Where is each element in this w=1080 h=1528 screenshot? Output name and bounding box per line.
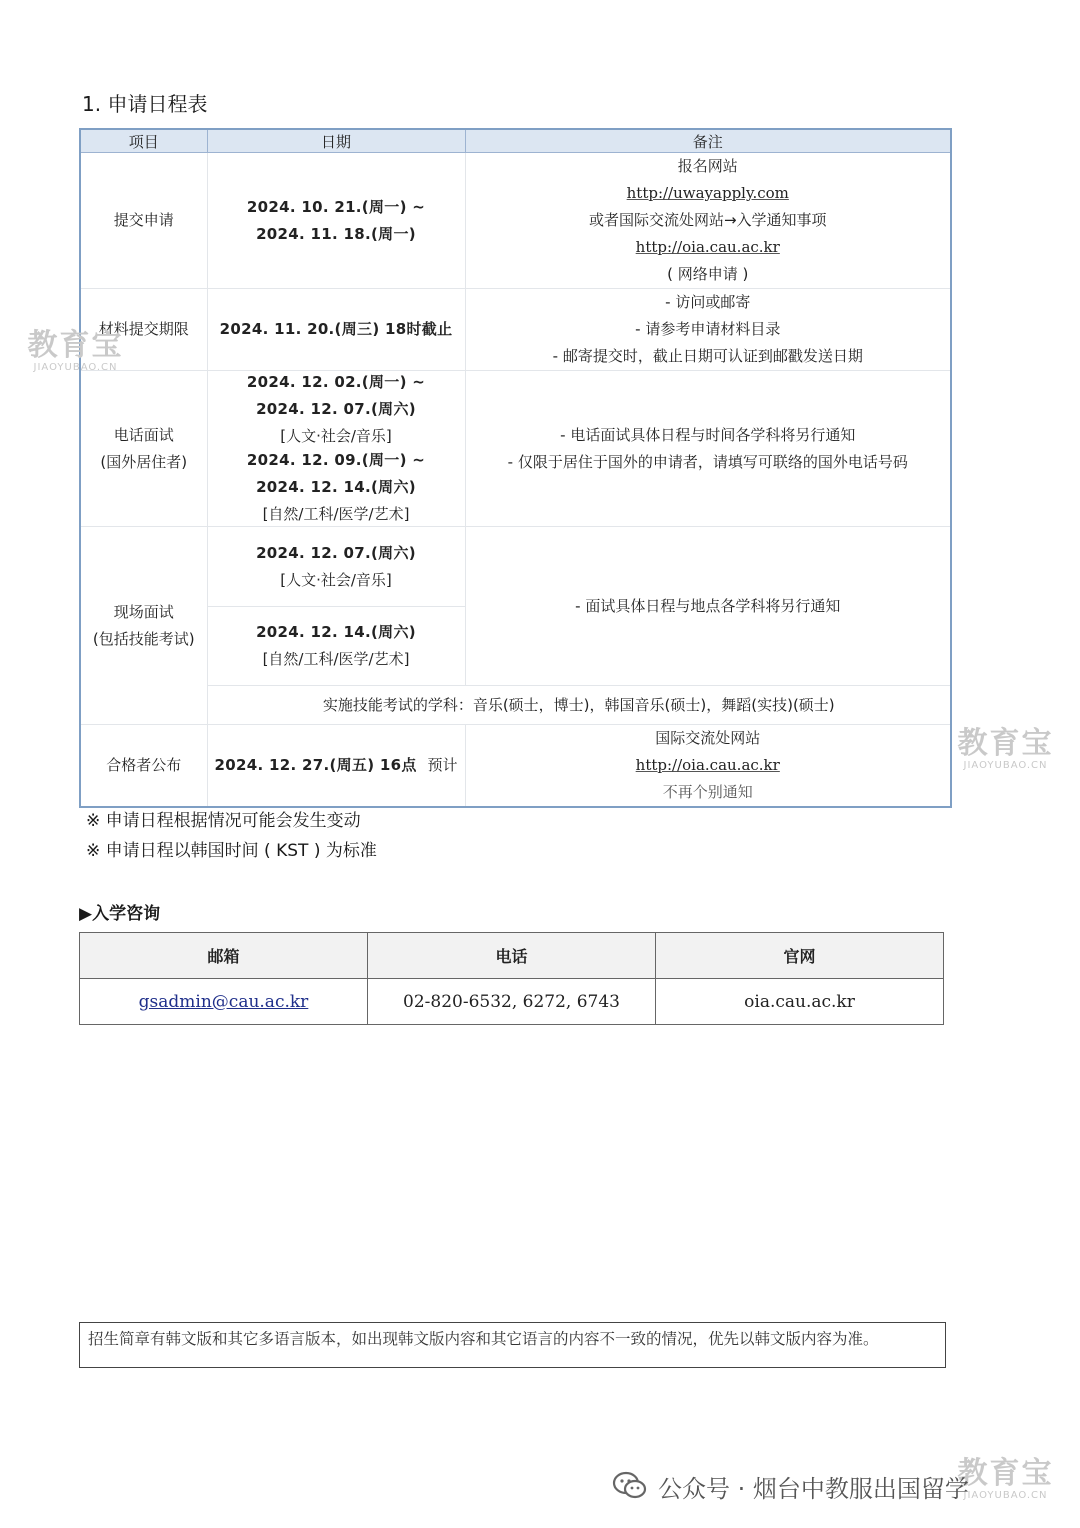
date-result xyxy=(207,725,465,808)
row-phone-interview xyxy=(80,371,951,527)
row-skill-test xyxy=(80,686,951,725)
footer-text: 公众号 · 烟台中教服出国留学 xyxy=(658,1474,969,1503)
date-line: 2024. 12. 27.(周五) 16点 xyxy=(214,756,417,774)
watermark-brand: 教育宝 xyxy=(27,328,124,363)
date-line: 2024. 12. 07.(周六) xyxy=(256,400,416,418)
date-line: 2024. 12. 02.(周一) ~ xyxy=(246,373,426,391)
schedule-table xyxy=(79,128,952,808)
watermark-right xyxy=(948,728,1063,771)
row-materials xyxy=(80,289,951,371)
row-submit xyxy=(80,153,951,289)
phone-slot-2 xyxy=(208,448,465,526)
notes-phone-interview xyxy=(465,371,951,527)
note-line: - 电话面试具体日程与时间各学科将另行通知 xyxy=(560,425,856,444)
watermark-left xyxy=(18,330,133,373)
watermark-domain: JIAOYUBAO.CN xyxy=(963,1490,1048,1501)
note-line: - 访问或邮寄 xyxy=(665,293,751,311)
oia-link[interactable]: http://oia.cau.ac.kr xyxy=(635,238,780,256)
item-line: (包括技能考试) xyxy=(92,629,195,648)
row-onsite-interview xyxy=(80,527,951,686)
row-result xyxy=(80,725,951,808)
header-item: 项目 xyxy=(80,129,207,153)
contact-table xyxy=(79,932,944,1025)
oia-link-result[interactable]: http://oia.cau.ac.kr xyxy=(635,756,780,774)
header-email: 邮箱 xyxy=(80,933,368,979)
header-phone: 电话 xyxy=(368,933,656,979)
date-line: 2024. 12. 07.(周六) xyxy=(256,543,416,562)
date-suffix: 预计 xyxy=(427,756,458,774)
footer-wechat xyxy=(612,1466,969,1506)
wechat-icon xyxy=(612,1471,648,1501)
inquiry-title: ▶入学咨询 xyxy=(79,904,161,924)
date-materials: 2024. 11. 20.(周三) 18时截止 xyxy=(207,289,465,371)
date-line: 2024. 12. 09.(周一) ~ xyxy=(246,450,426,469)
item-onsite-interview xyxy=(80,527,207,725)
uwayapply-link[interactable]: http://uwayapply.com xyxy=(626,184,789,202)
subject-group: [人文·社会/音乐] xyxy=(280,570,392,589)
email-cell xyxy=(80,979,368,1025)
subject-group: [自然/工科/医学/艺术] xyxy=(262,650,410,668)
note-line: 报名网站 xyxy=(677,157,738,175)
phone-value: 02-820-6532, 6272, 6743 xyxy=(368,979,656,1025)
date-line: 2024. 12. 14.(周六) xyxy=(256,623,416,641)
disclaimer-box: 招生简章有韩文版和其它多语言版本，如出现韩文版内容和其它语言的内容不一致的情况，优先以韩文版内容为准。 xyxy=(79,1322,946,1368)
notes-materials xyxy=(465,289,951,371)
note-line: - 请参考申请材料目录 xyxy=(635,320,781,338)
watermark-domain: JIAOYUBAO.CN xyxy=(33,362,118,373)
header-website: 官网 xyxy=(656,933,944,979)
date-onsite-interview xyxy=(207,527,465,686)
subject-group: [自然/工科/医学/艺术] xyxy=(262,504,410,523)
contact-header-row xyxy=(80,933,944,979)
watermark-brand: 教育宝 xyxy=(957,726,1054,761)
note-line: - 邮寄提交时，截止日期可认证到邮戳发送日期 xyxy=(552,347,863,365)
phone-slot-1 xyxy=(208,371,465,448)
watermark-brand: 教育宝 xyxy=(957,1456,1054,1491)
note-line: ( 网络申请 ) xyxy=(667,265,749,283)
website-value: oia.cau.ac.kr xyxy=(656,979,944,1025)
page-title: 1. 申请日程表 xyxy=(82,92,208,116)
note-line: 不再个别通知 xyxy=(662,783,753,801)
schedule-header-row xyxy=(80,129,951,153)
date-submit xyxy=(207,153,465,289)
onsite-slot-2 xyxy=(208,607,465,685)
subject-group: [人文·社会/音乐] xyxy=(280,427,392,445)
item-submit: 提交申请 xyxy=(80,153,207,289)
note-line: 国际交流处网站 xyxy=(655,729,761,747)
header-notes: 备注 xyxy=(465,129,951,153)
notes-onsite-interview: - 面试具体日程与地点各学科将另行通知 xyxy=(465,527,951,686)
date-line: 2024. 10. 21.(周一) ~ xyxy=(246,197,426,216)
date-line: 2024. 11. 18.(周一) xyxy=(256,224,416,243)
notes-submit xyxy=(465,153,951,289)
item-line: 现场面试 xyxy=(113,602,174,621)
item-materials: 材料提交期限 xyxy=(80,289,207,371)
header-date: 日期 xyxy=(207,129,465,153)
date-phone-interview xyxy=(207,371,465,527)
watermark-domain: JIAOYUBAO.CN xyxy=(963,760,1048,771)
note-line: - 仅限于居住于国外的申请者，请填写可联络的国外电话号码 xyxy=(507,452,908,471)
onsite-slot-1 xyxy=(208,527,465,607)
item-result: 合格者公布 xyxy=(80,725,207,808)
footnote-2: ※ 申请日程以韩国时间 ( KST ) 为标准 xyxy=(86,841,377,861)
date-line: 2024. 12. 14.(周六) xyxy=(256,477,416,496)
item-phone-interview xyxy=(80,371,207,527)
footnote-1: ※ 申请日程根据情况可能会发生变动 xyxy=(86,811,361,831)
notes-result xyxy=(465,725,951,808)
email-link[interactable]: gsadmin@cau.ac.kr xyxy=(138,991,309,1012)
contact-value-row xyxy=(80,979,944,1025)
item-line: 电话面试 xyxy=(113,425,174,444)
note-line: 或者国际交流处网站→入学通知事项 xyxy=(588,211,827,229)
skill-test-note: 实施技能考试的学科：音乐(硕士，博士)，韩国音乐(硕士)，舞蹈(实技)(硕士) xyxy=(207,686,951,725)
item-line: (国外居住者) xyxy=(100,452,188,471)
